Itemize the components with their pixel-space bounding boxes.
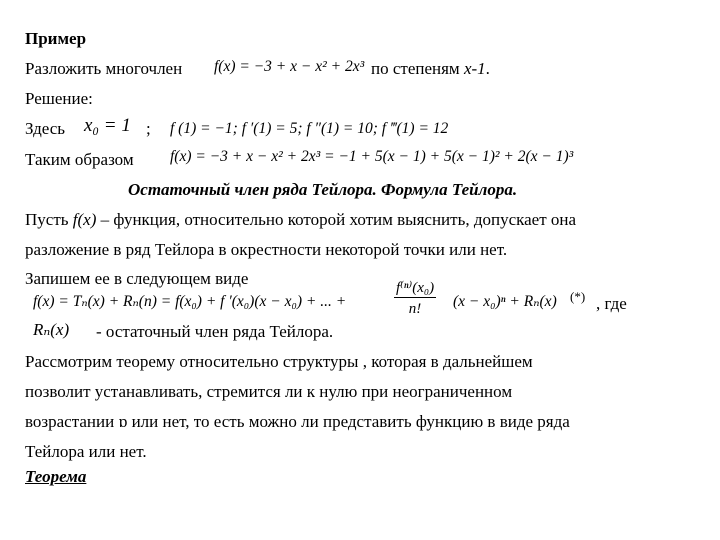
taylor-main: f(x) = Tₙ(x) + Rₙ(n) = f(x₀) + f ′(x₀)(x − x₀) + ... + <box>33 293 347 310</box>
derivative-values: f (1) = −1; f ′(1) = 5; f ″(1) = 10; f ‴(1) = 12 <box>170 120 449 137</box>
para1-line1 <box>25 210 576 230</box>
para1-start: Пусть <box>25 210 73 229</box>
taylor-frac-numerator: f⁽ⁿ⁾(x₀) <box>395 280 435 296</box>
para1-fx: f(x) <box>72 210 97 229</box>
thus-label: Таким образом <box>25 150 134 169</box>
expand-prefix: Разложить многочлен <box>25 59 183 78</box>
taylor-frac-denominator: n! <box>408 301 422 317</box>
expand-suffix-end: . <box>485 59 490 78</box>
section-title: Остаточный член ряда Тейлора. Формула Тейлора. <box>128 180 518 199</box>
polynomial-formula: f(x) = −3 + x − x² + 2x³ <box>214 58 365 75</box>
expand-suffix <box>371 59 490 79</box>
taylor-frac-bar <box>394 297 436 298</box>
para2-line1: Рассмотрим теорему относительно структуры , которая в дальнейшем <box>25 352 533 371</box>
line-expand-polynomial <box>25 59 182 79</box>
expand-suffix-text: по степеням <box>371 59 464 78</box>
taylor-tail: (x − x₀)ⁿ + Rₙ(x) <box>453 293 557 310</box>
para2-line4: Тейлора или нет. <box>25 442 147 461</box>
para2-line2: позволит устанавливать, стремится ли к нулю при неограниченном <box>25 382 513 401</box>
taylor-label: (*) <box>570 289 586 304</box>
x0-formula: x₀ = 1 <box>84 115 131 136</box>
x0-separator: ; <box>146 119 151 138</box>
expand-suffix-var: x-1 <box>463 59 486 78</box>
para1-line2: разложение в ряд Тейлора в окрестности некоторой точки или нет. <box>25 240 508 259</box>
expansion-result: f(x) = −3 + x − x² + 2x³ = −1 + 5(x − 1) + 5(x − 1)² + 2(x − 1)³ <box>170 148 574 165</box>
para1-rest: – функция, относительно которой хотим выяснить, допускает она <box>96 210 577 229</box>
remainder-symbol: Rₙ(x) <box>33 320 70 339</box>
example-heading: Пример <box>25 29 87 48</box>
solution-label: Решение: <box>25 89 93 108</box>
para2-line3: возрастании ɒ или нет, то есть можно ли представить функцию в виде ряда <box>25 412 570 431</box>
theorem-heading: Теорема <box>25 467 87 486</box>
para1-line3: Запишем ее в следующем виде <box>25 269 249 288</box>
taylor-where: , где <box>596 294 627 313</box>
remainder-text: - остаточный член ряда Тейлора. <box>96 322 334 341</box>
here-label: Здесь <box>25 119 66 138</box>
